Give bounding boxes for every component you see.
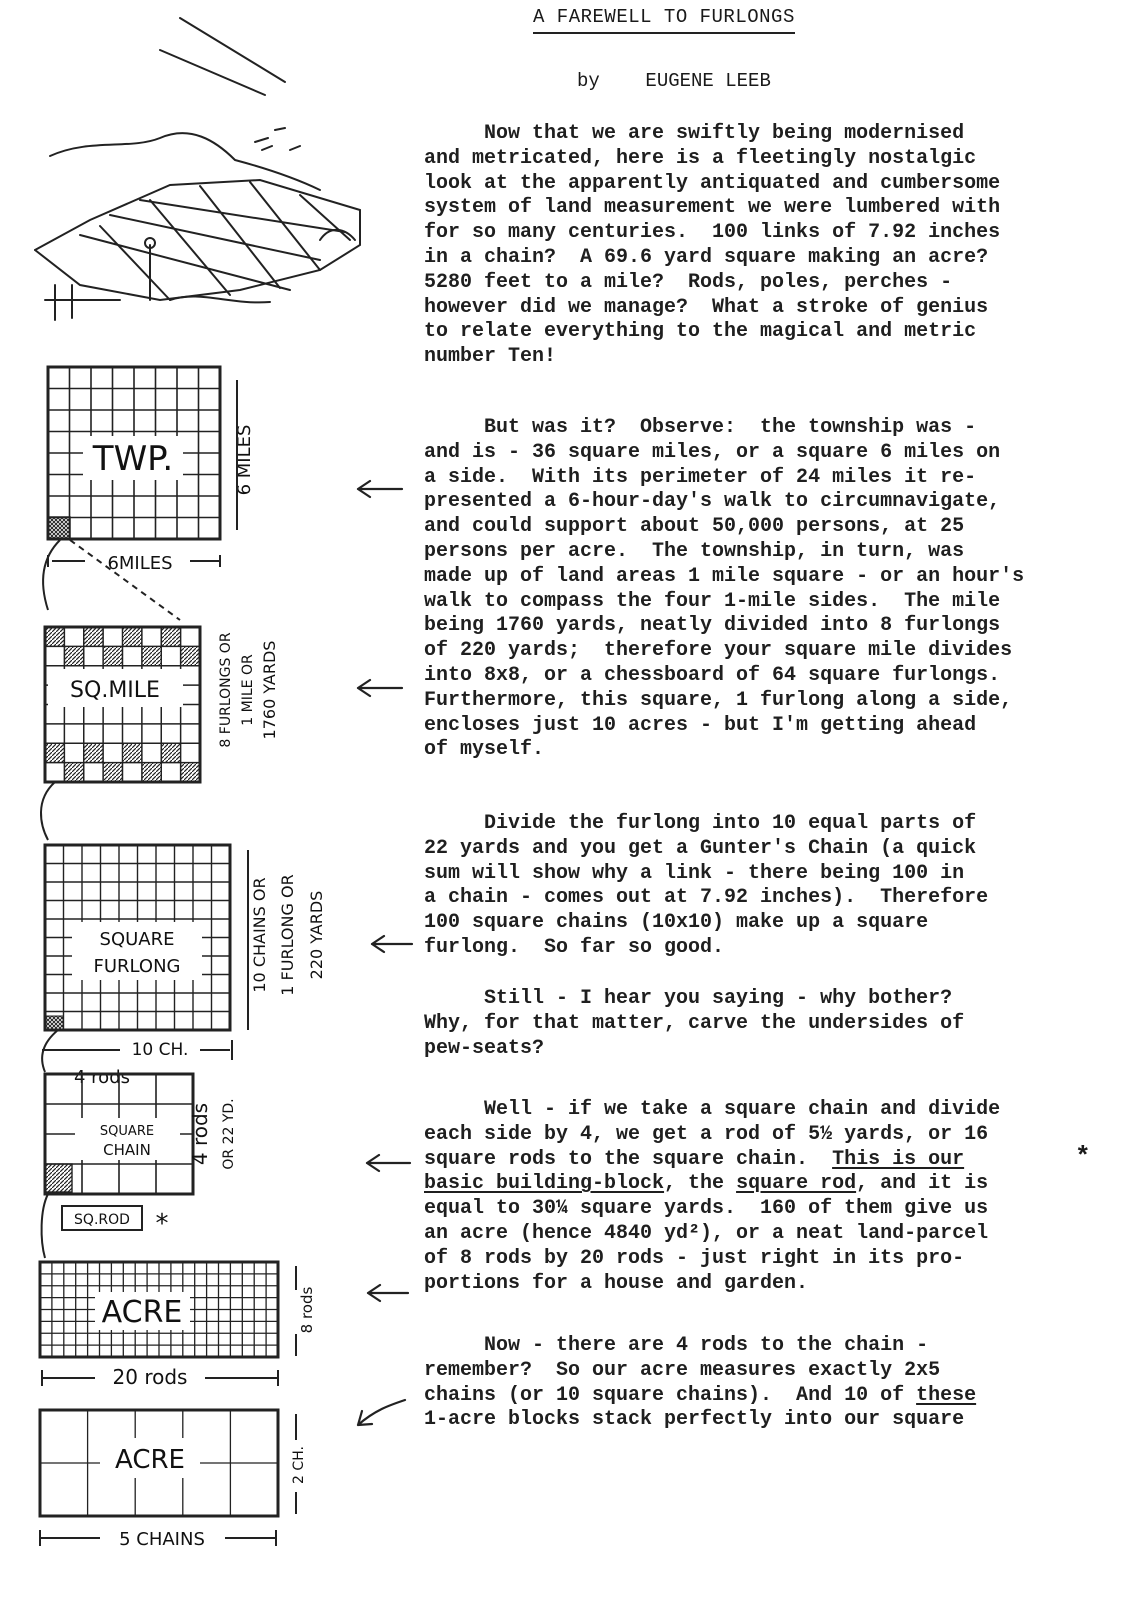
square-mile-figure (45, 627, 279, 782)
text-line: and is - 36 square miles, or a square 6 miles on (424, 440, 1001, 464)
square-chain-label-2: CHAIN (103, 1141, 151, 1159)
township-side-label: 6 MILES (234, 424, 255, 496)
chessboard-square (123, 743, 142, 762)
acre-rods-bottom-label: 20 rods (112, 1365, 188, 1389)
square-chain-label-1: SQUARE (99, 1124, 155, 1139)
text-line: being 1760 yards, neatly divided into 8 furlongs (424, 614, 1001, 638)
square-furlong-side-label-3: 220 YARDS (307, 890, 326, 980)
text-line: square rods to the square chain. This is our (424, 1147, 965, 1171)
arrow-acre-chains (358, 1400, 405, 1425)
text-line: Divide the furlong into 10 equal parts of (424, 812, 977, 835)
chessboard-square (64, 646, 83, 665)
text-line: for so many centuries. 100 links of 7.92 inches (424, 221, 1001, 245)
text-line: into 8x8, or a chessboard of 64 square furlongs. (424, 663, 1001, 687)
square-rod-label: SQ.ROD (74, 1212, 130, 1228)
square-chain-figure (45, 1067, 237, 1194)
text-line: Now that we are swiftly being modernised (424, 122, 965, 145)
square-mile-side-label-3: 1760 YARDS (260, 640, 279, 740)
text-line: system of land measurement we were lumbered with (424, 196, 1001, 220)
square-mile-side-label-2: 1 MILE OR (240, 654, 256, 726)
text-line: walk to compass the four 1-mile sides. The mile (424, 589, 1001, 613)
chessboard-square (181, 646, 200, 665)
text-line: each side by 4, we get a rod of 5½ yards, or 16 (424, 1122, 989, 1146)
text-line: presented a 6-hour-day's walk to circumnavigate, (424, 490, 1001, 514)
text-line: 22 yards and you get a Gunter's Chain (a quick (424, 836, 977, 860)
text-line: 5280 feet to a mile? Rods, poles, perches - (424, 270, 953, 294)
chessboard-square (103, 646, 122, 665)
text-line: Furthermore, this square, 1 furlong along a side, (424, 688, 1013, 712)
chessboard-square (45, 627, 64, 646)
text-line: made up of land areas 1 mile square - or an hour's (424, 564, 1025, 588)
chessboard-square (123, 627, 142, 646)
text-line: equal to 30¼ square yards. 160 of them give us (424, 1197, 989, 1221)
township-hatched-cell (48, 517, 70, 539)
text-line: an acre (hence 4840 yd²), or a neat land-parcel (424, 1221, 989, 1245)
chessboard-square (103, 763, 122, 782)
text-line: 1-acre blocks stack perfectly into our square (424, 1408, 965, 1432)
square-rod-mark: * (155, 1209, 169, 1239)
square-chain-side-label-1: 4 rods (188, 1102, 212, 1166)
acre-chains-bottom-label: 5 CHAINS (119, 1529, 205, 1550)
square-mile-side-label-1: 8 FURLONGS OR (218, 632, 234, 748)
chessboard-square (84, 627, 103, 646)
chessboard-square (84, 743, 103, 762)
square-chain-top-label: 4 rods (74, 1067, 130, 1088)
chessboard-square (142, 763, 161, 782)
township-figure (48, 367, 255, 574)
text-line: a chain - comes out at 7.92 inches). Therefore (424, 886, 989, 910)
square-furlong-label-2: FURLONG (93, 956, 181, 977)
arrow-acre-rods (368, 1285, 408, 1301)
text-line: number Ten! (424, 345, 557, 369)
author-name: EUGENE LEEB (645, 70, 771, 92)
township-bottom-label: 6MILES (107, 553, 173, 574)
arrow-square-mile (358, 680, 402, 696)
text-line: and metricated, here is a fleetingly nostalgic (424, 146, 977, 170)
margin-asterisk: * (1075, 1142, 1091, 1172)
text-line: of 8 rods by 20 rods - just right in its pro- (424, 1246, 965, 1270)
acre-rods-label: ACRE (101, 1295, 183, 1330)
chessboard-square (64, 763, 83, 782)
acre-chains-label: ACRE (115, 1445, 185, 1475)
chessboard-square (161, 743, 180, 762)
text-line: basic building-block, the square rod, and it is (424, 1172, 989, 1196)
square-furlong-label-1: SQUARE (99, 929, 175, 950)
underlined-phrase: basic building-block (424, 1172, 665, 1196)
text-line: and could support about 50,000 persons, at 25 (424, 515, 965, 539)
square-furlong-side-label-1: 10 CHAINS OR (250, 877, 269, 993)
chessboard-square (181, 763, 200, 782)
acre-chains-side-label: 2 CH. (291, 1446, 307, 1484)
landscape-sketch (35, 18, 360, 320)
acre-rods-side-label: 8 rods (298, 1286, 316, 1334)
text-line: Well - if we take a square chain and divide (424, 1098, 1001, 1121)
square-furlong-figure (42, 845, 326, 1060)
article-title: A FAREWELL TO FURLONGS (533, 6, 795, 34)
underlined-phrase: This is our (832, 1147, 965, 1171)
text-line: Now - there are 4 rods to the chain - (424, 1334, 929, 1357)
text-line: a side. With its perimeter of 24 miles it re- (424, 465, 977, 489)
chessboard-square (45, 743, 64, 762)
acre-chains-figure (40, 1410, 307, 1550)
text-line: 100 square chains (10x10) make up a square (424, 911, 929, 935)
acre-rods-figure (40, 1262, 316, 1389)
text-line: Why, for that matter, carve the undersides of (424, 1011, 965, 1035)
text-line: of myself. (424, 738, 545, 762)
text-line: Still - I hear you saying - why bother? (424, 987, 953, 1010)
text-line: sum will show why a link - there being 100 in (424, 861, 965, 885)
text-line: encloses just 10 acres - but I'm getting ahead (424, 713, 977, 737)
square-mile-label: SQ.MILE (70, 678, 160, 703)
chessboard-square (161, 627, 180, 646)
text-line: persons per acre. The township, in turn, was (424, 539, 965, 563)
square-chain-side-label-2: OR 22 YD. (221, 1098, 237, 1170)
underlined-phrase: these (916, 1383, 977, 1407)
text-line: in a chain? A 69.6 yard square making an acre? (424, 245, 989, 269)
text-line: of 220 yards; therefore your square mile divides (424, 639, 1013, 663)
chessboard-square (142, 646, 161, 665)
text-line: portions for a house and garden. (424, 1271, 809, 1295)
text-line: furlong. So far so good. (424, 935, 725, 959)
text-line: chains (or 10 square chains). And 10 of these (424, 1383, 977, 1407)
text-line: look at the apparently antiquated and cumbersome (424, 171, 1001, 195)
text-line: to relate everything to the magical and metric (424, 320, 977, 344)
square-rod-callout (62, 1206, 169, 1239)
text-line: pew-seats? (424, 1036, 545, 1060)
square-furlong-bottom-label: 10 CH. (131, 1040, 189, 1060)
text-line: remember? So our acre measures exactly 2x5 (424, 1358, 941, 1382)
underlined-phrase: square rod (736, 1172, 857, 1196)
arrow-square-furlong (372, 936, 412, 952)
township-label: TWP. (92, 439, 174, 479)
pointer-arrows (358, 481, 412, 1425)
text-line: however did we manage? What a stroke of genius (424, 295, 989, 319)
arrow-square-chain (367, 1155, 410, 1171)
arrow-township (358, 481, 402, 497)
square-furlong-side-label-2: 1 FURLONG OR (278, 874, 297, 996)
byline-prefix: by (577, 70, 600, 92)
text-line: But was it? Observe: the township was - (424, 416, 977, 439)
